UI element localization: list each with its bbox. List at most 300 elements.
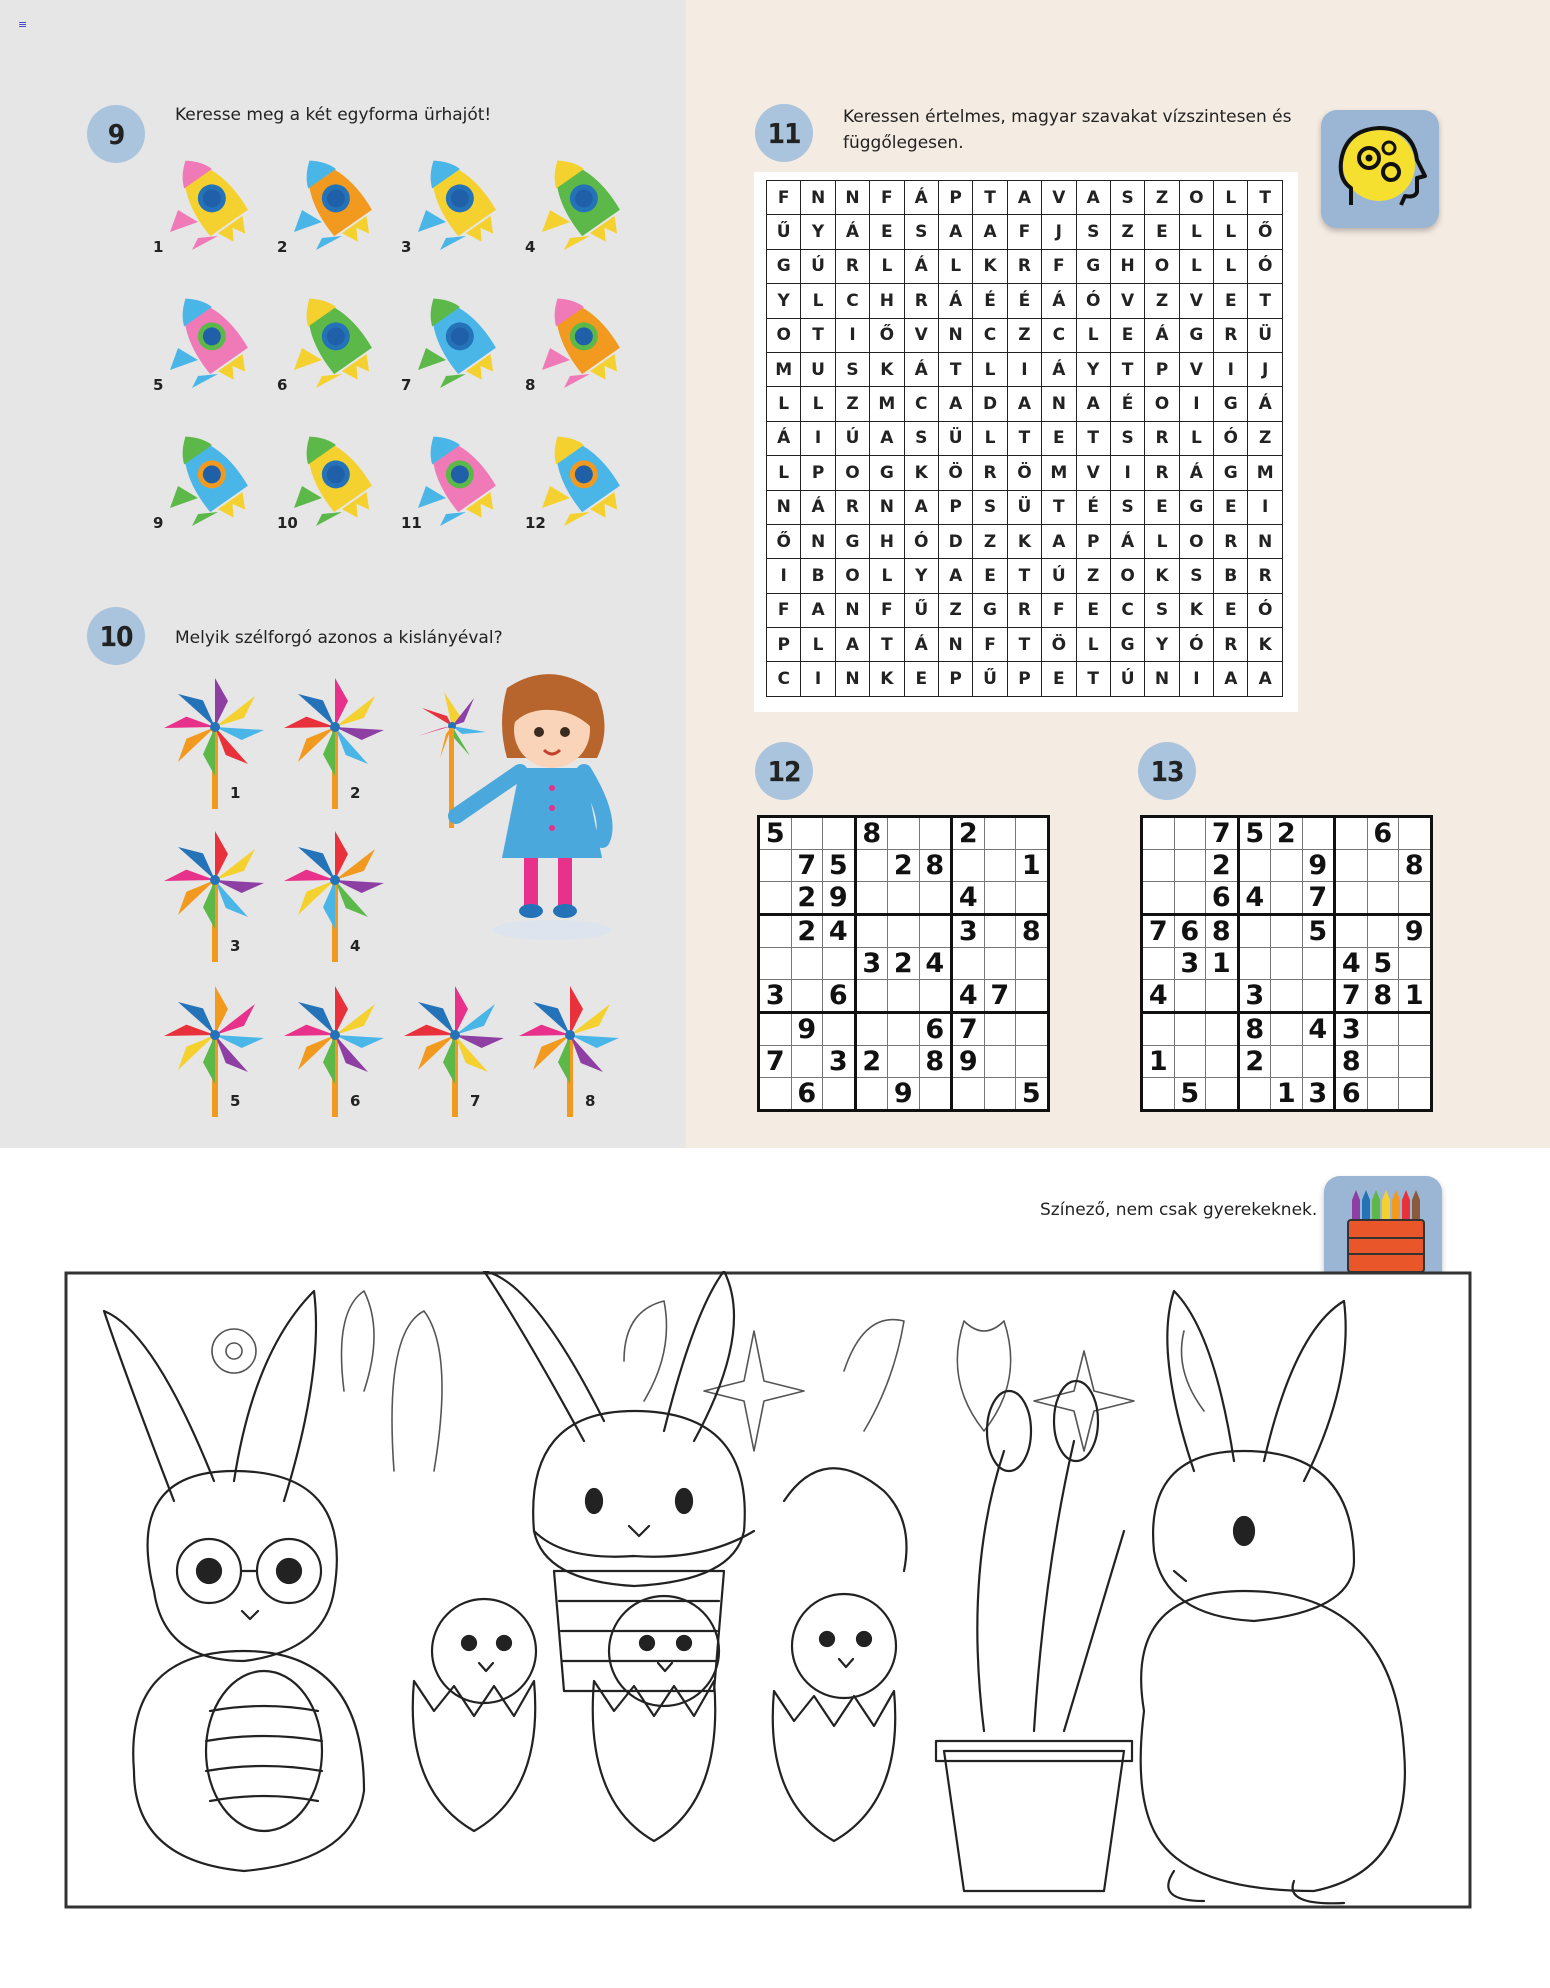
word-search-cell[interactable]: Z [938,593,972,627]
sudoku-cell[interactable]: 8 [1238,1013,1271,1046]
word-search-cell[interactable]: F [1042,593,1076,627]
word-search-cell[interactable]: L [973,352,1007,386]
word-search-cell[interactable]: J [1248,352,1282,386]
word-search-cell[interactable]: S [904,215,938,249]
word-search-cell[interactable]: R [1007,249,1041,283]
word-search-cell[interactable]: Ó [1179,628,1213,662]
word-search-cell[interactable]: Z [1110,215,1144,249]
sudoku-cell[interactable] [1238,1078,1271,1111]
word-search-cell[interactable]: L [767,456,801,490]
word-search-cell[interactable]: Á [1110,524,1144,558]
word-search-cell[interactable]: V [1110,284,1144,318]
word-search-cell[interactable]: E [1145,490,1179,524]
word-search-cell[interactable]: Ú [801,249,835,283]
sudoku-cell[interactable] [1206,1078,1239,1111]
sudoku-cell[interactable]: 3 [1302,1078,1335,1111]
word-search-cell[interactable]: O [1179,181,1213,215]
word-search-cell[interactable]: T [870,628,904,662]
word-search-cell[interactable]: Á [835,215,869,249]
word-search-cell[interactable]: P [1076,524,1110,558]
word-search-cell[interactable]: K [870,662,904,696]
sudoku-cell[interactable]: 8 [919,850,952,882]
word-search-cell[interactable]: T [1007,559,1041,593]
word-search-cell[interactable]: C [835,284,869,318]
word-search-cell[interactable]: F [870,593,904,627]
sudoku-cell[interactable] [1142,817,1175,850]
word-search-cell[interactable]: A [1042,524,1076,558]
word-search-cell[interactable]: F [767,593,801,627]
sudoku-cell[interactable] [1399,1078,1432,1111]
word-search-cell[interactable]: Ű [904,593,938,627]
word-search-cell[interactable]: N [1042,387,1076,421]
sudoku-cell[interactable]: 6 [919,1013,952,1046]
sudoku-cell[interactable] [1302,948,1335,980]
word-search-cell[interactable]: D [973,387,1007,421]
word-search-cell[interactable]: I [1179,387,1213,421]
word-search-cell[interactable]: N [767,490,801,524]
sudoku-cell[interactable] [1271,948,1303,980]
word-search-cell[interactable]: N [801,181,835,215]
sudoku-cell[interactable]: 5 [1016,1078,1049,1111]
word-search-cell[interactable]: O [1145,249,1179,283]
word-search-cell[interactable]: O [1145,387,1179,421]
word-search-cell[interactable]: I [801,421,835,455]
sudoku-cell[interactable]: 8 [1335,1046,1368,1078]
sudoku-cell[interactable] [1142,882,1175,915]
word-search-cell[interactable]: P [1007,662,1041,696]
word-search-cell[interactable]: I [767,559,801,593]
sudoku-cell[interactable]: 3 [952,915,985,948]
word-search-cell[interactable]: L [1214,215,1248,249]
sudoku-cell[interactable]: 2 [952,817,985,850]
word-search-cell[interactable]: E [1145,215,1179,249]
word-search-cell[interactable]: L [1145,524,1179,558]
word-search-cell[interactable]: F [767,181,801,215]
word-search-cell[interactable]: Ó [1214,421,1248,455]
word-search-cell[interactable]: K [1179,593,1213,627]
word-search-cell[interactable]: A [938,215,972,249]
sudoku-cell[interactable] [1174,850,1206,882]
sudoku-cell[interactable]: 6 [1206,882,1239,915]
word-search-cell[interactable]: G [1214,387,1248,421]
word-search-cell[interactable]: V [1042,181,1076,215]
word-search-cell[interactable]: Á [904,628,938,662]
word-search-cell[interactable]: I [835,318,869,352]
sudoku-cell[interactable]: 3 [855,948,888,980]
word-search-cell[interactable]: N [801,524,835,558]
word-search-cell[interactable]: A [938,559,972,593]
sudoku-cell[interactable] [919,915,952,948]
word-search-cell[interactable]: O [835,456,869,490]
sudoku-cell[interactable]: 7 [1302,882,1335,915]
sudoku-cell[interactable] [952,850,985,882]
word-search-cell[interactable]: Á [1179,456,1213,490]
sudoku-cell[interactable] [1367,1046,1399,1078]
word-search-cell[interactable]: F [1007,215,1041,249]
word-search-cell[interactable]: L [870,559,904,593]
sudoku-cell[interactable] [1016,817,1049,850]
sudoku-cell[interactable] [1271,980,1303,1013]
sudoku-cell[interactable] [919,817,952,850]
word-search-cell[interactable]: T [938,352,972,386]
word-search-cell[interactable]: L [870,249,904,283]
sudoku-cell[interactable]: 2 [888,948,920,980]
word-search-cell[interactable]: R [835,490,869,524]
sudoku-cell[interactable] [855,1013,888,1046]
sudoku-cell[interactable] [984,882,1016,915]
sudoku-cell[interactable] [855,915,888,948]
word-search-cell[interactable]: Á [1248,387,1282,421]
word-search-cell[interactable]: G [767,249,801,283]
word-search-cell[interactable]: R [1214,524,1248,558]
sudoku-cell[interactable]: 2 [888,850,920,882]
word-search-cell[interactable]: G [835,524,869,558]
sudoku-cell[interactable]: 9 [1399,915,1432,948]
word-search-cell[interactable]: L [767,387,801,421]
sudoku-cell[interactable]: 5 [823,850,856,882]
word-search-cell[interactable]: E [1042,662,1076,696]
word-search-cell[interactable]: P [767,628,801,662]
word-search-cell[interactable]: S [1076,215,1110,249]
word-search-cell[interactable]: H [870,524,904,558]
sudoku-cell[interactable]: 8 [1206,915,1239,948]
word-search-cell[interactable]: Á [801,490,835,524]
sudoku-cell[interactable] [888,882,920,915]
sudoku-cell[interactable] [1016,882,1049,915]
word-search-cell[interactable]: Ó [1248,249,1282,283]
sudoku-cell[interactable] [1238,948,1271,980]
word-search-cell[interactable]: M [767,352,801,386]
word-search-cell[interactable]: R [1145,456,1179,490]
sudoku-cell[interactable] [1399,948,1432,980]
word-search-cell[interactable]: V [1076,456,1110,490]
sudoku-cell[interactable] [855,980,888,1013]
word-search-cell[interactable]: B [1214,559,1248,593]
word-search-cell[interactable]: Á [767,421,801,455]
sudoku-cell[interactable] [1335,817,1368,850]
word-search-cell[interactable]: A [904,490,938,524]
word-search-cell[interactable]: E [1110,318,1144,352]
sudoku-cell[interactable]: 9 [823,882,856,915]
sudoku-cell[interactable] [952,1078,985,1111]
word-search-cell[interactable]: K [1145,559,1179,593]
sudoku-cell[interactable]: 6 [823,980,856,1013]
word-search-cell[interactable]: N [938,628,972,662]
word-search-cell[interactable]: Y [801,215,835,249]
sudoku-cell[interactable] [791,948,823,980]
word-search-cell[interactable]: L [1179,215,1213,249]
word-search-cell[interactable]: Z [1076,559,1110,593]
word-search-cell[interactable]: R [1214,628,1248,662]
sudoku-cell[interactable] [919,1078,952,1111]
sudoku-cell[interactable]: 4 [1142,980,1175,1013]
word-search-cell[interactable]: Ü [1007,490,1041,524]
word-search-cell[interactable]: E [973,559,1007,593]
sudoku-cell[interactable]: 9 [1302,850,1335,882]
sudoku-cell[interactable] [984,817,1016,850]
word-search-cell[interactable]: É [973,284,1007,318]
word-search-cell[interactable]: Ő [767,524,801,558]
word-search-cell[interactable]: L [1076,628,1110,662]
word-search-cell[interactable]: F [870,181,904,215]
sudoku-cell[interactable] [1174,1013,1206,1046]
sudoku-cell[interactable] [759,915,792,948]
sudoku-cell[interactable] [888,980,920,1013]
sudoku-cell[interactable] [1238,850,1271,882]
word-search-cell[interactable]: A [938,387,972,421]
word-search-cell[interactable]: A [1007,387,1041,421]
sudoku-cell[interactable] [1271,882,1303,915]
word-search-cell[interactable]: K [904,456,938,490]
word-search-cell[interactable]: Ö [938,456,972,490]
sudoku-cell[interactable] [1174,817,1206,850]
word-search-cell[interactable]: V [1179,352,1213,386]
sudoku-cell[interactable]: 2 [1206,850,1239,882]
word-search-cell[interactable]: S [1110,490,1144,524]
sudoku-cell[interactable] [1016,1046,1049,1078]
sudoku-cell[interactable]: 5 [1367,948,1399,980]
word-search-cell[interactable]: S [1145,593,1179,627]
word-search-cell[interactable]: G [1179,490,1213,524]
sudoku-cell[interactable]: 3 [1238,980,1271,1013]
word-search-cell[interactable]: G [1076,249,1110,283]
sudoku-cell[interactable] [1142,1013,1175,1046]
sudoku-cell[interactable]: 1 [1142,1046,1175,1078]
word-search-cell[interactable]: E [870,215,904,249]
word-search-cell[interactable]: G [1214,456,1248,490]
sudoku-cell[interactable] [1016,980,1049,1013]
word-search-cell[interactable]: Ó [1248,593,1282,627]
word-search-cell[interactable]: É [1110,387,1144,421]
sudoku-cell[interactable] [1399,1046,1432,1078]
word-search-cell[interactable]: I [801,662,835,696]
word-search-cell[interactable]: T [801,318,835,352]
word-search-cell[interactable]: E [1042,421,1076,455]
sudoku-cell[interactable] [1016,1013,1049,1046]
word-search-cell[interactable]: I [1214,352,1248,386]
sudoku-cell[interactable]: 4 [952,882,985,915]
word-search-cell[interactable]: R [1007,593,1041,627]
word-search-cell[interactable]: T [1248,284,1282,318]
word-search-cell[interactable]: L [801,628,835,662]
word-search-cell[interactable]: H [1110,249,1144,283]
sudoku-cell[interactable]: 9 [791,1013,823,1046]
word-search-cell[interactable]: S [973,490,1007,524]
word-search-cell[interactable]: P [938,490,972,524]
sudoku-cell[interactable] [1367,915,1399,948]
sudoku-cell[interactable] [823,817,856,850]
word-search-cell[interactable]: Z [835,387,869,421]
word-search-cell[interactable]: S [1110,181,1144,215]
word-search-cell[interactable]: Ő [870,318,904,352]
sudoku-cell[interactable] [1399,817,1432,850]
word-search-cell[interactable]: R [1214,318,1248,352]
sudoku-cell[interactable]: 7 [1142,915,1175,948]
word-search-cell[interactable]: K [870,352,904,386]
sudoku-cell[interactable] [759,1078,792,1111]
word-search-cell[interactable]: N [870,490,904,524]
sudoku-cell[interactable] [1335,915,1368,948]
sudoku-cell[interactable] [952,948,985,980]
sudoku-cell[interactable]: 3 [1174,948,1206,980]
word-search-cell[interactable]: R [973,456,1007,490]
sudoku-cell[interactable]: 9 [952,1046,985,1078]
sudoku-cell[interactable] [759,882,792,915]
word-search-cell[interactable]: S [904,421,938,455]
word-search-cell[interactable]: Ü [1248,318,1282,352]
sudoku-cell[interactable]: 6 [1367,817,1399,850]
word-search-cell[interactable]: V [1179,284,1213,318]
word-search-cell[interactable]: C [1042,318,1076,352]
word-search-cell[interactable]: C [973,318,1007,352]
word-search-cell[interactable]: E [1214,284,1248,318]
sudoku-cell[interactable]: 8 [1367,980,1399,1013]
sudoku-cell[interactable]: 1 [1206,948,1239,980]
word-search-cell[interactable]: E [1214,490,1248,524]
sudoku-cell[interactable]: 2 [791,915,823,948]
word-search-cell[interactable]: L [801,387,835,421]
sudoku-cell[interactable] [759,948,792,980]
sudoku-cell[interactable]: 1 [1016,850,1049,882]
word-search-cell[interactable]: Á [938,284,972,318]
word-search-cell[interactable]: A [1248,662,1282,696]
sudoku-cell[interactable]: 3 [759,980,792,1013]
sudoku-cell[interactable]: 5 [1302,915,1335,948]
word-search-cell[interactable]: N [835,662,869,696]
word-search-cell[interactable]: M [870,387,904,421]
word-search-cell[interactable]: R [835,249,869,283]
word-search-cell[interactable]: M [1042,456,1076,490]
sudoku-cell[interactable] [1335,882,1368,915]
sudoku-cell[interactable]: 7 [984,980,1016,1013]
word-search-cell[interactable]: É [1007,284,1041,318]
word-search-cell[interactable]: N [938,318,972,352]
sudoku-cell[interactable] [791,1046,823,1078]
sudoku-cell[interactable] [919,882,952,915]
sudoku-cell[interactable]: 3 [823,1046,856,1078]
sudoku-cell[interactable] [1174,882,1206,915]
word-search-cell[interactable]: R [1145,421,1179,455]
sudoku-cell[interactable] [1016,948,1049,980]
word-search-cell[interactable]: D [938,524,972,558]
sudoku-cell[interactable] [1142,850,1175,882]
sudoku-cell[interactable]: 6 [1174,915,1206,948]
word-search-cell[interactable]: Z [973,524,1007,558]
sudoku-cell[interactable]: 5 [759,817,792,850]
word-search-cell[interactable]: P [938,662,972,696]
word-search-cell[interactable]: Á [1042,284,1076,318]
word-search-cell[interactable]: Ö [1042,628,1076,662]
sudoku-cell[interactable] [1206,1013,1239,1046]
sudoku-cell[interactable] [1399,1013,1432,1046]
word-search-cell[interactable]: T [1007,628,1041,662]
sudoku-cell[interactable]: 3 [1335,1013,1368,1046]
word-search-cell[interactable]: H [870,284,904,318]
sudoku-cell[interactable]: 2 [1238,1046,1271,1078]
word-search-cell[interactable]: T [1076,662,1110,696]
sudoku-cell[interactable] [888,1013,920,1046]
sudoku-cell[interactable] [1206,1046,1239,1078]
sudoku-cell[interactable] [823,1013,856,1046]
sudoku-cell[interactable] [1142,948,1175,980]
word-search-cell[interactable]: T [1076,421,1110,455]
word-search-cell[interactable]: U [801,352,835,386]
word-search-cell[interactable]: Z [1145,181,1179,215]
word-search-cell[interactable]: V [904,318,938,352]
sudoku-cell[interactable]: 8 [855,817,888,850]
word-search-cell[interactable]: K [1248,628,1282,662]
sudoku-cell[interactable]: 1 [1399,980,1432,1013]
sudoku-cell[interactable] [759,850,792,882]
word-search-cell[interactable]: J [1042,215,1076,249]
word-search-cell[interactable]: A [1007,181,1041,215]
word-search-cell[interactable]: Z [1248,421,1282,455]
word-search-cell[interactable]: A [835,628,869,662]
word-search-cell[interactable]: Ú [835,421,869,455]
sudoku-cell[interactable]: 4 [823,915,856,948]
sudoku-cell[interactable]: 6 [791,1078,823,1111]
sudoku-cell[interactable]: 5 [1238,817,1271,850]
word-search-cell[interactable]: L [1076,318,1110,352]
sudoku-cell[interactable] [1302,980,1335,1013]
sudoku-cell[interactable] [919,980,952,1013]
word-search-cell[interactable]: G [1110,628,1144,662]
word-search-cell[interactable]: L [973,421,1007,455]
word-search-cell[interactable]: Ó [904,524,938,558]
sudoku-cell[interactable] [855,1078,888,1111]
sudoku-cell[interactable]: 2 [791,882,823,915]
sudoku-cell[interactable]: 4 [919,948,952,980]
sudoku-cell[interactable] [1271,850,1303,882]
word-search-cell[interactable]: N [835,593,869,627]
word-search-cell[interactable]: L [1179,421,1213,455]
word-search-cell[interactable]: T [1110,352,1144,386]
word-search-cell[interactable]: Y [904,559,938,593]
word-search-cell[interactable]: N [835,181,869,215]
word-search-cell[interactable]: G [973,593,1007,627]
sudoku-cell[interactable] [1174,980,1206,1013]
word-search-cell[interactable]: O [1110,559,1144,593]
sudoku-cell[interactable] [791,980,823,1013]
word-search-cell[interactable]: Ű [973,662,1007,696]
word-search-cell[interactable]: Á [1042,352,1076,386]
word-search-cell[interactable]: Ó [1076,284,1110,318]
word-search-cell[interactable]: Z [1007,318,1041,352]
sudoku-cell[interactable] [1302,1046,1335,1078]
word-search-cell[interactable]: K [1007,524,1041,558]
sudoku-cell[interactable] [984,915,1016,948]
word-search-cell[interactable]: T [1042,490,1076,524]
word-search-cell[interactable]: G [870,456,904,490]
sudoku-cell[interactable] [823,948,856,980]
sudoku-cell[interactable] [984,1046,1016,1078]
sudoku-cell[interactable] [1142,1078,1175,1111]
sudoku-cell[interactable] [1367,882,1399,915]
word-search-cell[interactable]: Y [1076,352,1110,386]
word-search-cell[interactable]: T [1248,181,1282,215]
word-search-cell[interactable]: E [904,662,938,696]
sudoku-cell[interactable] [1174,1046,1206,1078]
word-search-cell[interactable]: A [801,593,835,627]
sudoku-cell[interactable] [1367,850,1399,882]
word-search-cell[interactable]: Z [1145,284,1179,318]
word-search-cell[interactable]: R [904,284,938,318]
sudoku-cell[interactable] [888,817,920,850]
word-search-cell[interactable]: M [1248,456,1282,490]
sudoku-cell[interactable]: 7 [952,1013,985,1046]
sudoku-cell[interactable] [1302,817,1335,850]
sudoku-cell[interactable] [1271,915,1303,948]
